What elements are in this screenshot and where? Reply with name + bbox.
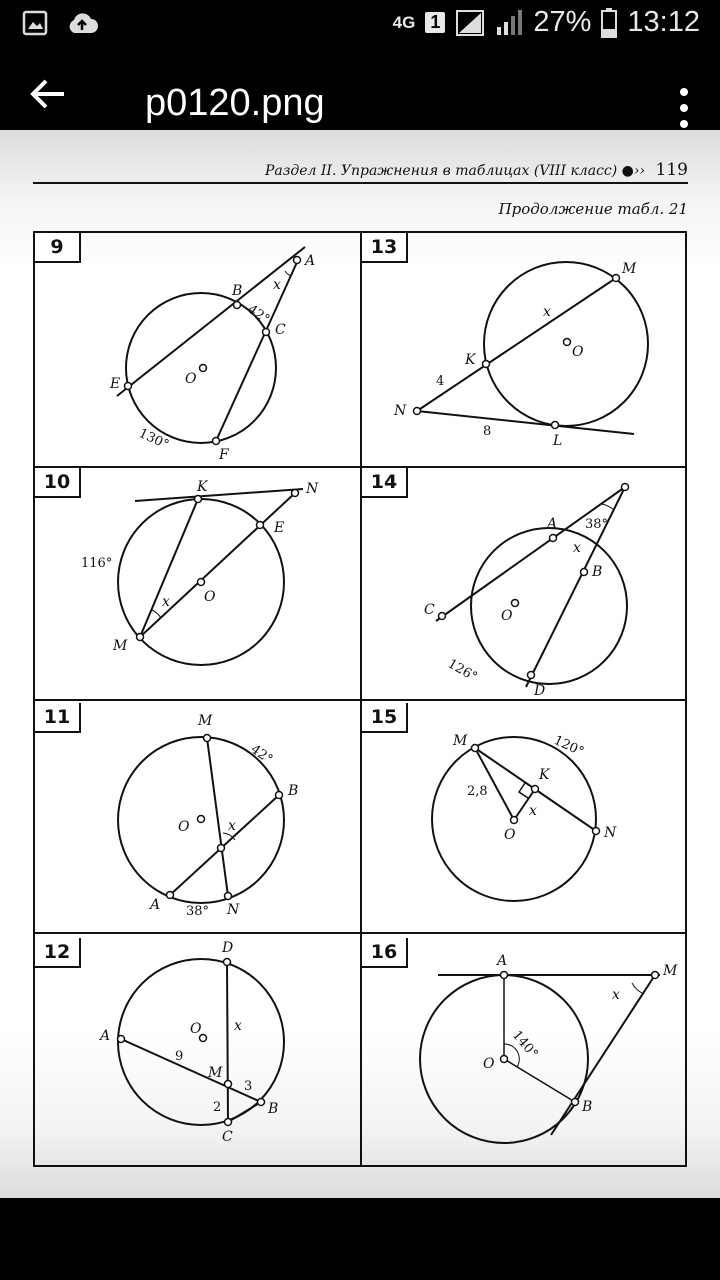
arc-label: 116° — [81, 556, 113, 571]
point-c: C — [222, 1129, 233, 1145]
point-d: D — [222, 940, 234, 956]
image-icon — [22, 10, 48, 36]
unknown-x: x — [273, 277, 281, 293]
point-k: K — [197, 479, 208, 495]
point-d: D — [534, 683, 546, 699]
clock: 13:12 — [627, 6, 700, 38]
header-rule — [33, 182, 688, 184]
point-b: B — [268, 1101, 279, 1117]
radius-label: 2,8 — [467, 784, 488, 799]
point-n: N — [604, 825, 617, 841]
segment-mb: 3 — [244, 1079, 253, 1094]
point-a: A — [547, 516, 558, 532]
point-a: A — [100, 1028, 111, 1044]
figure-15 — [362, 703, 688, 937]
point-k: K — [539, 767, 550, 783]
segment-nl: 8 — [483, 424, 492, 439]
point-f: F — [219, 447, 229, 463]
figure-9 — [35, 233, 361, 467]
section-title: Раздел II. Упражнения в таблицах (VIII класс) — [264, 163, 618, 179]
figure-11 — [35, 703, 361, 937]
point-m: M — [113, 638, 128, 654]
point-c: C — [424, 602, 435, 618]
point-e: E — [110, 376, 121, 392]
point-m: M — [208, 1065, 223, 1081]
unknown-x: x — [162, 594, 170, 610]
problem-number: 14 — [362, 468, 408, 498]
file-title: p0120.png — [145, 82, 325, 124]
point-k: K — [465, 352, 476, 368]
segment-nk: 4 — [436, 374, 445, 389]
arc-label: 126° — [445, 656, 480, 686]
problem-13 — [362, 233, 688, 467]
battery-icon — [601, 8, 617, 38]
section-marker: ●›› — [621, 163, 646, 179]
problem-12 — [35, 938, 361, 1172]
unknown-x: x — [234, 1018, 242, 1034]
point-m: M — [453, 733, 468, 749]
problem-number: 11 — [35, 703, 81, 733]
problem-number: 12 — [35, 938, 81, 968]
angle-label: 38° — [585, 517, 609, 532]
arc-label: 140° — [508, 1027, 541, 1062]
point-n: N — [394, 403, 407, 419]
point-n: N — [227, 902, 240, 918]
problem-10 — [35, 468, 361, 702]
more-vert-icon[interactable] — [678, 88, 690, 128]
unknown-x: x — [612, 987, 620, 1003]
point-e: E — [274, 520, 285, 536]
figure-10 — [35, 468, 361, 702]
point-o: O — [504, 827, 516, 843]
network-type: 4G — [392, 12, 416, 32]
continuation-note: Продолжение табл. 21 — [498, 200, 688, 218]
sim-badge: 1 — [425, 12, 445, 33]
problem-11 — [35, 703, 361, 937]
unknown-x: x — [228, 818, 236, 834]
unknown-x: x — [573, 540, 581, 556]
status-bar — [0, 0, 720, 54]
point-c: C — [275, 322, 286, 338]
textbook-page — [0, 130, 720, 1198]
problem-16 — [362, 938, 688, 1172]
point-o: O — [178, 819, 190, 835]
arc-label-1: 42° — [247, 741, 276, 768]
angle-label: 42° — [244, 301, 273, 328]
arrow-left-icon[interactable] — [28, 74, 68, 114]
problem-table — [33, 231, 687, 1167]
problem-number: 9 — [35, 233, 81, 263]
point-o: O — [185, 371, 197, 387]
arc-label: 120° — [551, 733, 587, 760]
cloud-upload-icon — [66, 11, 98, 35]
point-a: A — [305, 253, 316, 269]
point-o: O — [190, 1021, 202, 1037]
point-m: M — [198, 713, 213, 729]
image-viewer[interactable] — [0, 130, 720, 1198]
point-m: M — [622, 261, 637, 277]
point-b: B — [288, 783, 299, 799]
segment-am: 9 — [175, 1049, 184, 1064]
figure-13 — [362, 233, 688, 467]
problem-9 — [35, 233, 361, 467]
point-a: A — [497, 953, 508, 969]
segment-mc: 2 — [213, 1100, 222, 1115]
point-b: B — [582, 1099, 593, 1115]
point-a: A — [150, 897, 161, 913]
page-header — [265, 160, 688, 180]
problem-14 — [362, 468, 688, 702]
page-number: 119 — [655, 160, 688, 180]
signal-bars-icon — [495, 9, 523, 37]
signal-icon — [455, 9, 485, 37]
app-bar — [0, 54, 720, 130]
point-b: B — [232, 283, 243, 299]
problem-number: 10 — [35, 468, 81, 498]
arc-label-2: 38° — [186, 904, 210, 919]
unknown-x: x — [529, 803, 537, 819]
point-o: O — [483, 1056, 495, 1072]
point-b: B — [592, 564, 603, 580]
figure-14 — [362, 468, 688, 702]
problem-15 — [362, 703, 688, 937]
problem-number: 13 — [362, 233, 408, 263]
figure-16 — [362, 938, 688, 1172]
battery-percent: 27% — [533, 6, 592, 38]
figure-12 — [35, 938, 361, 1172]
point-m: M — [663, 963, 678, 979]
problem-number: 16 — [362, 938, 408, 968]
arc-label: 130° — [136, 426, 172, 453]
point-o: O — [204, 589, 216, 605]
point-l: L — [553, 433, 563, 449]
unknown-x: x — [543, 304, 551, 320]
point-o: O — [501, 608, 513, 624]
problem-number: 15 — [362, 703, 408, 733]
bottom-bar — [0, 1198, 720, 1280]
point-o: O — [572, 344, 584, 360]
point-n: N — [306, 481, 319, 497]
